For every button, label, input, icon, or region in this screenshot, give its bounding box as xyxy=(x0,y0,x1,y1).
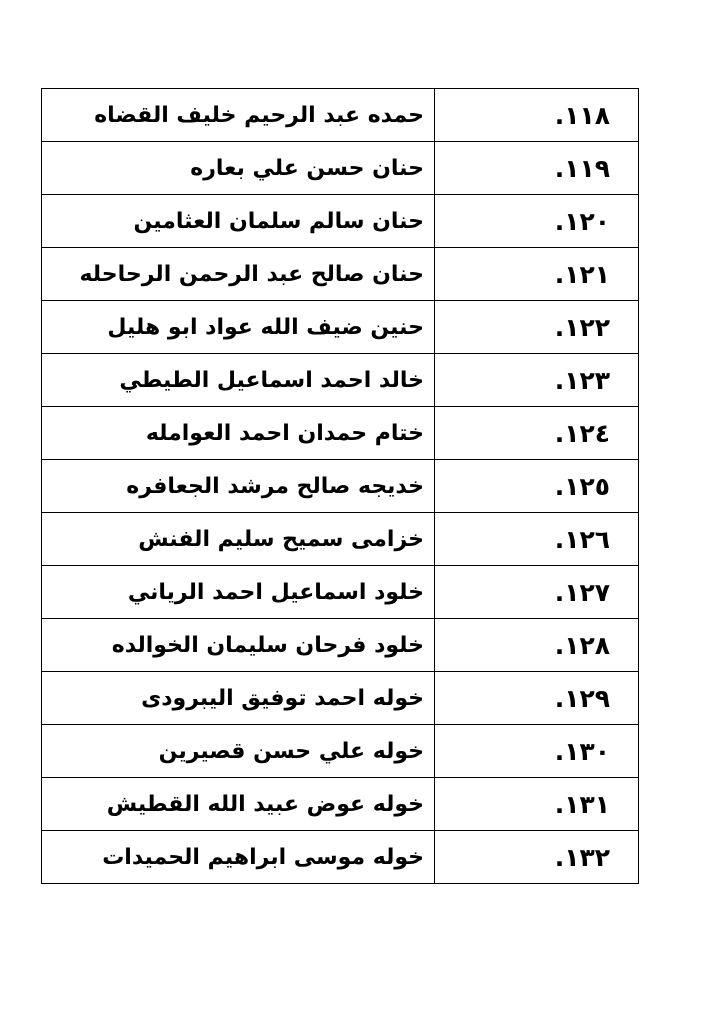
row-number: ١٣٢. xyxy=(435,831,639,884)
row-number: ١٢٨. xyxy=(435,619,639,672)
row-name: حنان صالح عبد الرحمن الرحاحله xyxy=(42,248,435,301)
row-number: ١٢٣. xyxy=(435,354,639,407)
row-number: ١٣٠. xyxy=(435,725,639,778)
row-name: خلود اسماعيل احمد الرياني xyxy=(42,566,435,619)
table-row xyxy=(42,672,639,725)
row-name: حنان سالم سلمان العثامين xyxy=(42,195,435,248)
table-row xyxy=(42,460,639,513)
table-row xyxy=(42,248,639,301)
table-row xyxy=(42,778,639,831)
row-number: ١٢٢. xyxy=(435,301,639,354)
row-name: خوله عوض عبيد الله القطيش xyxy=(42,778,435,831)
row-number: ١١٨. xyxy=(435,89,639,142)
row-number: ١٢٦. xyxy=(435,513,639,566)
row-number: ١٢٧. xyxy=(435,566,639,619)
row-number: ١٣١. xyxy=(435,778,639,831)
row-name: حنان حسن علي بعاره xyxy=(42,142,435,195)
row-name: خلود فرحان سليمان الخوالده xyxy=(42,619,435,672)
table-row xyxy=(42,142,639,195)
row-number: ١٢٤. xyxy=(435,407,639,460)
row-name: خوله علي حسن قصيرين xyxy=(42,725,435,778)
row-name: خوله موسى ابراهيم الحميدات xyxy=(42,831,435,884)
row-number: ١٢٥. xyxy=(435,460,639,513)
table-row xyxy=(42,89,639,142)
row-name: خزامى سميح سليم الفنش xyxy=(42,513,435,566)
table-row xyxy=(42,619,639,672)
table-row xyxy=(42,301,639,354)
table-row xyxy=(42,354,639,407)
row-number: ١٢٠. xyxy=(435,195,639,248)
table-row xyxy=(42,725,639,778)
row-number: ١٢٩. xyxy=(435,672,639,725)
row-name: خالد احمد اسماعيل الطيطي xyxy=(42,354,435,407)
row-name: ختام حمدان احمد العوامله xyxy=(42,407,435,460)
table-row xyxy=(42,831,639,884)
row-number: ١١٩. xyxy=(435,142,639,195)
table-row xyxy=(42,513,639,566)
table-row xyxy=(42,195,639,248)
row-name: خديجه صالح مرشد الجعافره xyxy=(42,460,435,513)
table-row xyxy=(42,566,639,619)
row-name: حنين ضيف الله عواد ابو هليل xyxy=(42,301,435,354)
row-number: ١٢١. xyxy=(435,248,639,301)
row-name: حمده عبد الرحيم خليف القضاه xyxy=(42,89,435,142)
names-table xyxy=(41,88,639,884)
table-row xyxy=(42,407,639,460)
row-name: خوله احمد توفيق اليبرودى xyxy=(42,672,435,725)
